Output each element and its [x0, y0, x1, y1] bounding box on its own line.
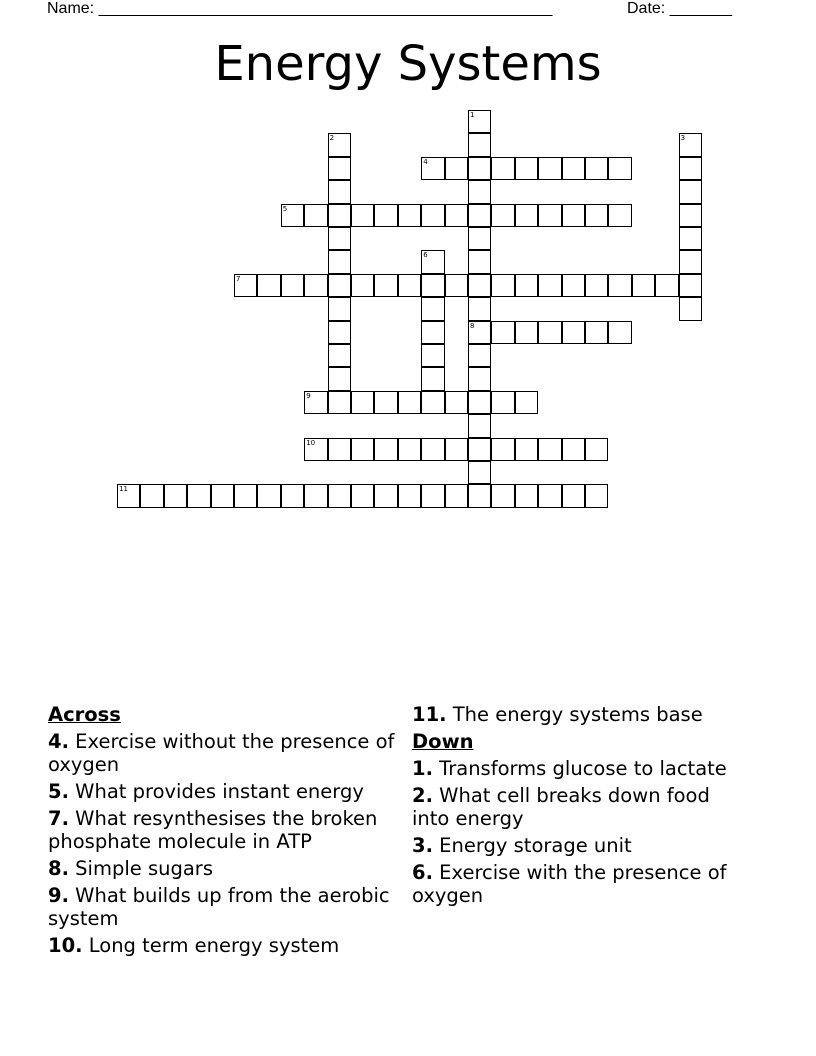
crossword-cell[interactable] — [468, 274, 491, 297]
crossword-cell[interactable] — [468, 461, 491, 484]
crossword-cell[interactable] — [328, 391, 351, 414]
crossword-cell[interactable] — [328, 204, 351, 227]
crossword-cell[interactable] — [445, 157, 468, 180]
crossword-cell[interactable] — [257, 484, 280, 507]
crossword-cell[interactable] — [304, 484, 327, 507]
crossword-cell[interactable] — [445, 484, 468, 507]
crossword-cell[interactable] — [328, 484, 351, 507]
clue-number-label: 2. — [412, 784, 433, 807]
clue-text: What cell breaks down food into energy — [412, 784, 710, 830]
crossword-cell[interactable] — [421, 157, 444, 180]
clue-text: Exercise with the presence of oxygen — [412, 861, 727, 907]
crossword-cell[interactable] — [585, 204, 608, 227]
clue-number-label: 3. — [412, 834, 433, 857]
crossword-cell[interactable] — [491, 484, 514, 507]
crossword-cell[interactable] — [468, 438, 491, 461]
crossword-cell[interactable] — [374, 274, 397, 297]
crossword-cell[interactable] — [374, 438, 397, 461]
crossword-cell[interactable] — [234, 274, 257, 297]
crossword-cell[interactable] — [351, 204, 374, 227]
crossword-cell[interactable] — [421, 367, 444, 390]
crossword-cell[interactable] — [351, 274, 374, 297]
crossword-cell[interactable] — [281, 274, 304, 297]
crossword-cell[interactable] — [304, 204, 327, 227]
crossword-cell[interactable] — [328, 227, 351, 250]
clue-text: Transforms glucose to lactate — [432, 757, 727, 780]
crossword-cell[interactable] — [491, 204, 514, 227]
crossword-cell[interactable] — [491, 157, 514, 180]
crossword-cell[interactable] — [608, 274, 631, 297]
crossword-cell[interactable] — [421, 297, 444, 320]
crossword-cell[interactable] — [187, 484, 210, 507]
clue-number-label: 1. — [412, 757, 433, 780]
crossword-cell[interactable] — [398, 204, 421, 227]
crossword-cell[interactable] — [281, 484, 304, 507]
crossword-cell[interactable] — [608, 204, 631, 227]
crossword-cell[interactable] — [257, 274, 280, 297]
crossword-cell[interactable] — [117, 484, 140, 507]
crossword-cell[interactable] — [328, 133, 351, 156]
down-clue — [412, 784, 752, 830]
crossword-cell[interactable] — [445, 204, 468, 227]
crossword-cell[interactable] — [468, 250, 491, 273]
crossword-cell[interactable] — [468, 484, 491, 507]
crossword-cell[interactable] — [421, 344, 444, 367]
crossword-cell[interactable] — [585, 157, 608, 180]
crossword-cell[interactable] — [679, 297, 702, 320]
clue-number: 8 — [470, 321, 475, 330]
crossword-cell[interactable] — [328, 250, 351, 273]
clue-number: 1 — [470, 111, 475, 119]
crossword-cell[interactable] — [515, 157, 538, 180]
crossword-cell[interactable] — [585, 274, 608, 297]
across-clue-list — [48, 730, 408, 957]
page-title: Energy Systems — [214, 36, 602, 92]
crossword-cell[interactable] — [445, 391, 468, 414]
crossword-cell[interactable] — [515, 438, 538, 461]
clue-text: Simple sugars — [68, 857, 213, 880]
crossword-cell[interactable] — [445, 274, 468, 297]
crossword-cell[interactable] — [328, 438, 351, 461]
down-clue — [412, 834, 752, 857]
crossword-cell[interactable] — [562, 438, 585, 461]
across-clue — [48, 807, 408, 853]
crossword-cell[interactable] — [468, 297, 491, 320]
clue-text: What builds up from the aerobic system — [48, 884, 390, 930]
crossword-cell[interactable] — [421, 204, 444, 227]
crossword-cell[interactable] — [468, 367, 491, 390]
crossword-cell[interactable] — [538, 438, 561, 461]
down-clue-list — [412, 757, 752, 907]
crossword-cell[interactable] — [538, 274, 561, 297]
date-field[interactable]: Date: _______ — [627, 0, 732, 17]
crossword-cell[interactable] — [562, 484, 585, 507]
crossword-cell[interactable] — [679, 157, 702, 180]
clue-text: The energy systems base — [446, 703, 703, 726]
crossword-cell[interactable] — [679, 227, 702, 250]
crossword-cell[interactable] — [538, 204, 561, 227]
crossword-cell[interactable] — [515, 274, 538, 297]
crossword-cell[interactable] — [304, 274, 327, 297]
crossword-cell[interactable] — [585, 484, 608, 507]
crossword-cell[interactable] — [468, 133, 491, 156]
crossword-cell[interactable] — [374, 484, 397, 507]
crossword-cell[interactable] — [398, 438, 421, 461]
clue-text: What resynthesises the broken phosphate molecule in ATP — [48, 807, 378, 853]
crossword-cell[interactable] — [328, 344, 351, 367]
clues-column-right — [412, 703, 752, 911]
crossword-cell[interactable] — [515, 321, 538, 344]
clue-text: Energy storage unit — [432, 834, 632, 857]
crossword-cell[interactable] — [351, 438, 374, 461]
crossword-cell[interactable] — [421, 391, 444, 414]
crossword-cell[interactable] — [351, 391, 374, 414]
clue-number: 7 — [236, 274, 241, 283]
crossword-grid — [0, 0, 816, 520]
crossword-cell[interactable] — [491, 321, 514, 344]
crossword-cell[interactable] — [211, 484, 234, 507]
crossword-cell[interactable] — [328, 297, 351, 320]
crossword-cell[interactable] — [562, 204, 585, 227]
clues-column-left — [48, 703, 408, 961]
crossword-cell[interactable] — [468, 227, 491, 250]
crossword-cell[interactable] — [421, 484, 444, 507]
crossword-cell[interactable] — [164, 484, 187, 507]
crossword-cell[interactable] — [632, 274, 655, 297]
across-heading: Across — [48, 703, 121, 726]
crossword-cell[interactable] — [468, 110, 491, 133]
crossword-cell[interactable] — [140, 484, 163, 507]
crossword-cell[interactable] — [679, 250, 702, 273]
crossword-cell[interactable] — [608, 157, 631, 180]
crossword-cell[interactable] — [421, 438, 444, 461]
crossword-cell[interactable] — [468, 157, 491, 180]
crossword-cell[interactable] — [608, 321, 631, 344]
clue-number: 6 — [423, 251, 428, 260]
clue-text: Exercise without the presence of oxygen — [48, 730, 395, 776]
crossword-cell[interactable] — [351, 484, 374, 507]
clue-number-label: 10. — [48, 934, 83, 957]
crossword-cell[interactable] — [538, 321, 561, 344]
crossword-cell[interactable] — [562, 321, 585, 344]
crossword-cell[interactable] — [538, 157, 561, 180]
crossword-cell[interactable] — [538, 484, 561, 507]
crossword-cell[interactable] — [515, 391, 538, 414]
down-heading: Down — [412, 730, 474, 753]
crossword-cell[interactable] — [562, 274, 585, 297]
crossword-cell[interactable] — [515, 484, 538, 507]
crossword-cell[interactable] — [304, 438, 327, 461]
clue-text: What provides instant energy — [68, 780, 364, 803]
crossword-cell[interactable] — [468, 391, 491, 414]
crossword-cell[interactable] — [679, 274, 702, 297]
across-clue-list-continued — [412, 703, 752, 726]
across-clue — [48, 884, 408, 930]
crossword-cell[interactable] — [281, 204, 304, 227]
crossword-cell[interactable] — [562, 157, 585, 180]
down-clue — [412, 861, 752, 907]
crossword-cell[interactable] — [421, 250, 444, 273]
crossword-cell[interactable] — [421, 321, 444, 344]
crossword-cell[interactable] — [328, 157, 351, 180]
crossword-cell[interactable] — [468, 204, 491, 227]
across-clue — [48, 730, 408, 776]
crossword-cell[interactable] — [679, 180, 702, 203]
clue-number: 11 — [119, 485, 128, 494]
clue-number-label: 7. — [48, 807, 69, 830]
crossword-cell[interactable] — [679, 133, 702, 156]
crossword-cell[interactable] — [468, 180, 491, 203]
crossword-cell[interactable] — [234, 484, 257, 507]
down-clue — [412, 757, 752, 780]
clue-number: 9 — [306, 391, 311, 400]
clue-number-label: 6. — [412, 861, 433, 884]
crossword-cell[interactable] — [491, 391, 514, 414]
crossword-cell[interactable] — [445, 438, 468, 461]
across-clue — [48, 934, 408, 957]
crossword-cell[interactable] — [491, 274, 514, 297]
crossword-cell[interactable] — [374, 204, 397, 227]
clue-number: 4 — [423, 157, 428, 166]
crossword-cell[interactable] — [328, 321, 351, 344]
crossword-cell[interactable] — [515, 204, 538, 227]
clue-number-label: 5. — [48, 780, 69, 803]
across-clue — [48, 780, 408, 803]
clue-number: 10 — [306, 438, 316, 447]
crossword-cell[interactable] — [421, 274, 444, 297]
crossword-cell[interactable] — [374, 391, 397, 414]
crossword-cell[interactable] — [585, 321, 608, 344]
across-clue — [412, 703, 752, 726]
clue-number-label: 4. — [48, 730, 69, 753]
crossword-cell[interactable] — [468, 321, 491, 344]
crossword-cell[interactable] — [655, 274, 678, 297]
crossword-cell[interactable] — [491, 438, 514, 461]
crossword-cell[interactable] — [328, 367, 351, 390]
crossword-cell[interactable] — [304, 391, 327, 414]
clue-number: 5 — [282, 204, 288, 213]
clue-text: Long term energy system — [82, 934, 340, 957]
crossword-cell[interactable] — [679, 204, 702, 227]
clue-number-label: 11. — [412, 703, 447, 726]
crossword-cell[interactable] — [328, 180, 351, 203]
clue-number: 3 — [680, 134, 686, 143]
clue-number: 2 — [329, 134, 335, 143]
crossword-cell[interactable] — [585, 438, 608, 461]
name-field[interactable]: Name: ___________________________________________________ — [47, 0, 553, 17]
crossword-cell[interactable] — [328, 274, 351, 297]
crossword-cell[interactable] — [398, 484, 421, 507]
clue-number-label: 9. — [48, 884, 69, 907]
crossword-cell[interactable] — [468, 414, 491, 437]
across-clue — [48, 857, 408, 880]
crossword-cell[interactable] — [398, 391, 421, 414]
crossword-cell[interactable] — [468, 344, 491, 367]
crossword-cell[interactable] — [398, 274, 421, 297]
clue-number-label: 8. — [48, 857, 69, 880]
